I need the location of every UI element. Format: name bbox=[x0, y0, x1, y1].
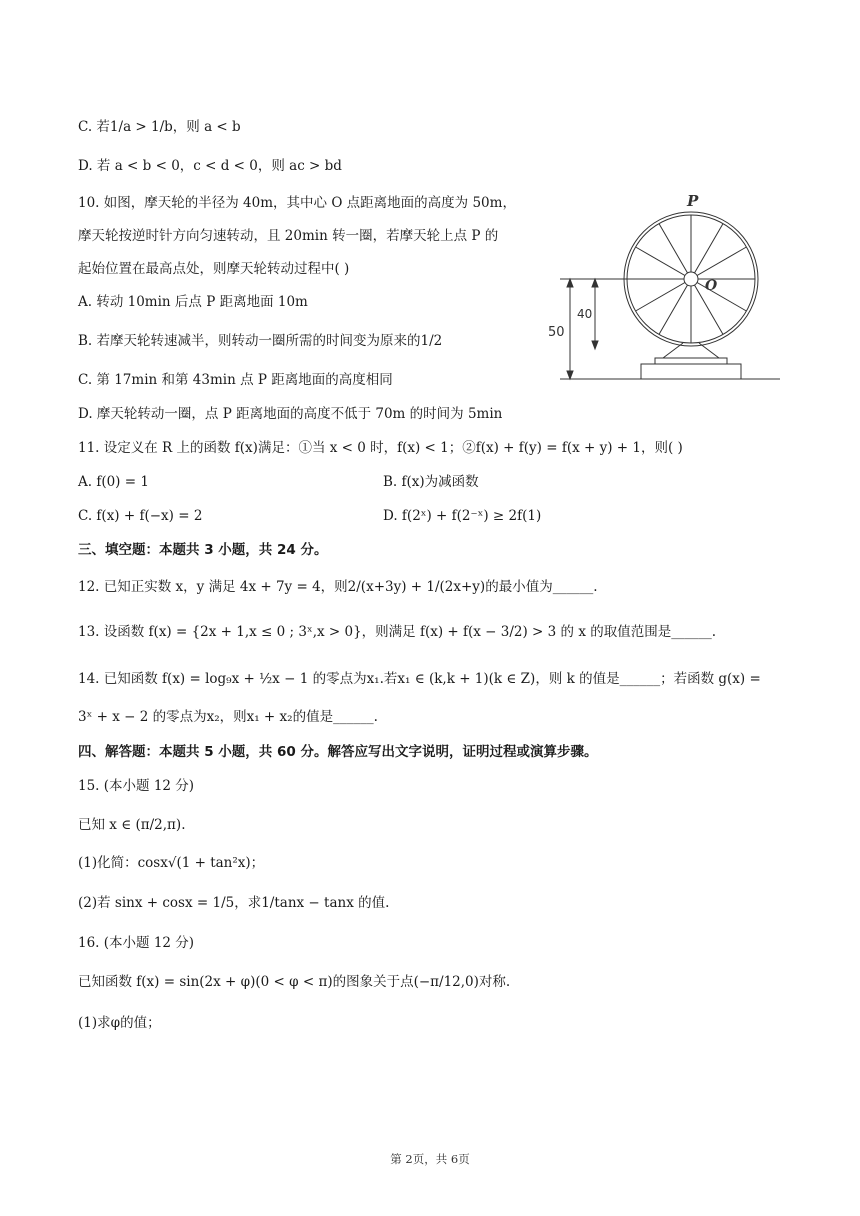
base-lower bbox=[641, 364, 741, 379]
height-50-label: 50 bbox=[548, 325, 565, 340]
point-p-label: P bbox=[687, 192, 699, 210]
option-9d: D. 若 a < b < 0，c < d < 0，则 ac > bd bbox=[78, 158, 342, 174]
option-10d: D. 摩天轮转动一圈，点 P 距离地面的高度不低于 70m 的时间为 5min bbox=[78, 406, 503, 422]
option-10b: B. 若摩天轮转速减半，则转动一圈所需的时间变为原来的1/2 bbox=[78, 333, 443, 349]
section-3-heading: 三、填空题：本题共 3 小题，共 24 分。 bbox=[78, 542, 328, 558]
question-10-line1: 10. 如图，摩天轮的半径为 40m，其中心 O 点距离地面的高度为 50m， bbox=[78, 195, 516, 211]
question-15-line2: (1)化简：cosx√(1 + tan²x)； bbox=[78, 855, 265, 871]
wheel-hub bbox=[684, 272, 698, 286]
question-15-line1: 已知 x ∈ (π/2,π). bbox=[78, 817, 186, 833]
question-14-line1: 14. 已知函数 f(x) = log₉x + ½x − 1 的零点为x₁.若x₁ ∈ (k,k + 1)(k ∈ Z)，则 k 的值是______；若函数 g(x) = bbox=[78, 671, 761, 687]
question-16-line2: (1)求φ的值； bbox=[78, 1015, 161, 1031]
question-15-line3: (2)若 sinx + cosx = 1/5，求1/tanx − tanx 的值. bbox=[78, 895, 390, 911]
ferris-wheel-figure bbox=[545, 186, 790, 386]
question-16-line1: 已知函数 f(x) = sin(2x + φ)(0 < φ < π)的图象关于点(−π/12,0)对称. bbox=[78, 974, 511, 990]
question-13: 13. 设函数 f(x) = {2x + 1,x ≤ 0 ; 3ˣ,x > 0}，则满足 f(x) + f(x − 3/2) > 3 的 x 的取值范围是______. bbox=[78, 624, 717, 640]
question-10-line2: 摩天轮按逆时针方向匀速转动，且 20min 转一圈，若摩天轮上点 P 的 bbox=[78, 228, 499, 244]
base-upper bbox=[655, 358, 727, 364]
stand-right bbox=[699, 343, 719, 358]
option-9c: C. 若1/a > 1/b，则 a < b bbox=[78, 119, 241, 135]
question-11: 11. 设定义在 R 上的函数 f(x)满足：①当 x < 0 时，f(x) < 1；②f(x) + f(y) = f(x + y) + 1，则( ) bbox=[78, 440, 683, 456]
option-10a: A. 转动 10min 后点 P 距离地面 10m bbox=[78, 294, 308, 310]
option-11c: C. f(x) + f(−x) = 2 bbox=[78, 508, 203, 524]
option-11b: B. f(x)为减函数 bbox=[383, 474, 479, 490]
option-10c: C. 第 17min 和第 43min 点 P 距离地面的高度相同 bbox=[78, 372, 393, 388]
center-o-label: O bbox=[705, 278, 718, 294]
question-16-header: 16. (本小题 12 分) bbox=[78, 935, 195, 951]
stand-left bbox=[663, 343, 683, 358]
question-14-line2: 3ˣ + x − 2 的零点为x₂，则x₁ + x₂的值是______. bbox=[78, 709, 378, 725]
question-12: 12. 已知正实数 x，y 满足 4x + 7y = 4，则2/(x+3y) + 1/(2x+y)的最小值为______. bbox=[78, 579, 598, 595]
question-10-line3: 起始位置在最高点处，则摩天轮转动过程中( ) bbox=[78, 261, 350, 277]
radius-40-label: 40 bbox=[577, 307, 593, 321]
question-15-header: 15. (本小题 12 分) bbox=[78, 778, 195, 794]
option-11d: D. f(2ˣ) + f(2⁻ˣ) ≥ 2f(1) bbox=[383, 508, 542, 524]
page-footer: 第 2页，共 6页 bbox=[390, 1152, 470, 1166]
option-11a: A. f(0) = 1 bbox=[78, 474, 149, 490]
section-4-heading: 四、解答题：本题共 5 小题，共 60 分。解答应写出文字说明，证明过程或演算步骤。 bbox=[78, 744, 598, 760]
